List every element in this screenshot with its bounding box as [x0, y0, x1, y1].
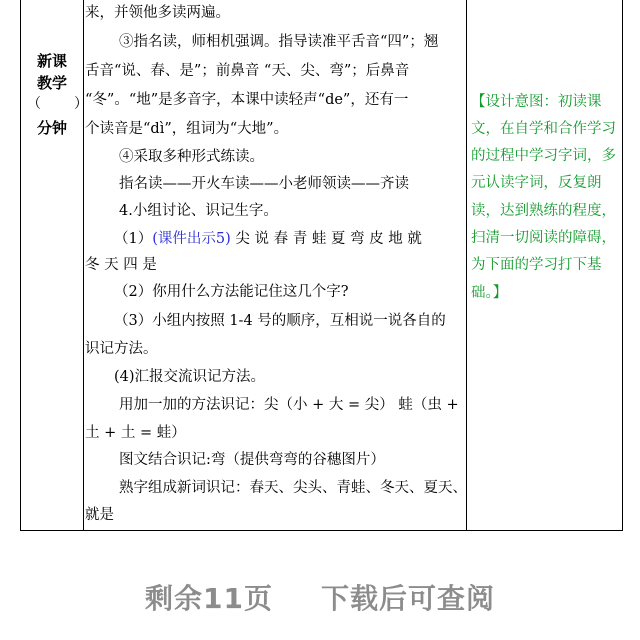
- content-line: “冬”。“地”是多音字，本课中读轻声“de”，还有一: [85, 92, 409, 108]
- download-to-view-text: 下载后可查阅: [320, 582, 495, 615]
- design-note-line: 的过程中学习字词，多: [471, 148, 616, 164]
- download-banner[interactable]: [0, 577, 640, 617]
- content-line: 土 + 土 = 蛙）: [85, 425, 186, 441]
- column-divider: [83, 0, 84, 530]
- content-line: （2）你用什么方法能记住这几个字?: [114, 284, 349, 300]
- design-note-line: 文，在自学和合作学习: [471, 121, 616, 137]
- section-label-line: 分钟: [36, 119, 67, 137]
- paren-open: （: [27, 96, 41, 112]
- content-line: 用加一加的方法识记：尖（小 + 大 = 尖） 蛙（虫 +: [119, 397, 459, 413]
- content-line: 舌音“说、春、是”；前鼻音 “天、尖、弯”；后鼻音: [85, 63, 410, 79]
- design-note-line: 读，达到熟练的程度，: [471, 203, 616, 219]
- content-line: [85, 227, 494, 248]
- content-line: (4)汇报交流识记方法。: [114, 369, 266, 385]
- courseware-link[interactable]: (课件出示5): [152, 231, 231, 247]
- content-line: ④采取多种形式练读。: [119, 149, 264, 165]
- content-line: 识记方法。: [85, 341, 158, 357]
- content-line: 来，并领他多读两遍。: [85, 5, 230, 21]
- lesson-table: [20, 0, 623, 531]
- section-label-line: 教学: [36, 74, 67, 92]
- design-note-line: 元认读字词，反复朗: [471, 175, 602, 191]
- content-line: 个读音是“dì”，组词为“大地”。: [85, 121, 289, 137]
- section-label-cell: [21, 0, 88, 530]
- character-list: 尖 说 春 青 蛙 夏 弯 皮 地 就: [235, 231, 422, 247]
- content-line: ③指名读，师相机强调。指导读准平舌音“四”；翘: [119, 34, 439, 50]
- design-note-line: 础。】: [471, 285, 508, 301]
- content-line: 冬 天 四 是: [85, 257, 157, 273]
- design-note-line: 扫清一切阅读的障碍，: [471, 230, 616, 246]
- content-line: （3）小组内按照 1-4 号的顺序，互相说一说各自的: [114, 313, 446, 329]
- content-line: 图文结合识记:弯（提供弯弯的谷穗图片）: [119, 452, 385, 468]
- item-number: （1）: [114, 231, 153, 247]
- content-line: 指名读——开火车读——小老师领读——齐读: [119, 176, 409, 192]
- design-note-line: 【设计意图：初读课: [471, 94, 602, 110]
- section-label-line: 新课: [36, 52, 67, 70]
- content-line: 熟字组成新词识记：春天、尖头、青蛙、冬天、夏天、: [119, 480, 467, 496]
- design-note-line: 为下面的学习打下基: [471, 257, 602, 273]
- paren-close: ）: [74, 96, 88, 112]
- content-line: 就是: [85, 507, 114, 523]
- remaining-pages-text: 剩余11页: [145, 582, 273, 615]
- content-line: 4.小组讨论、识记生字。: [119, 203, 278, 219]
